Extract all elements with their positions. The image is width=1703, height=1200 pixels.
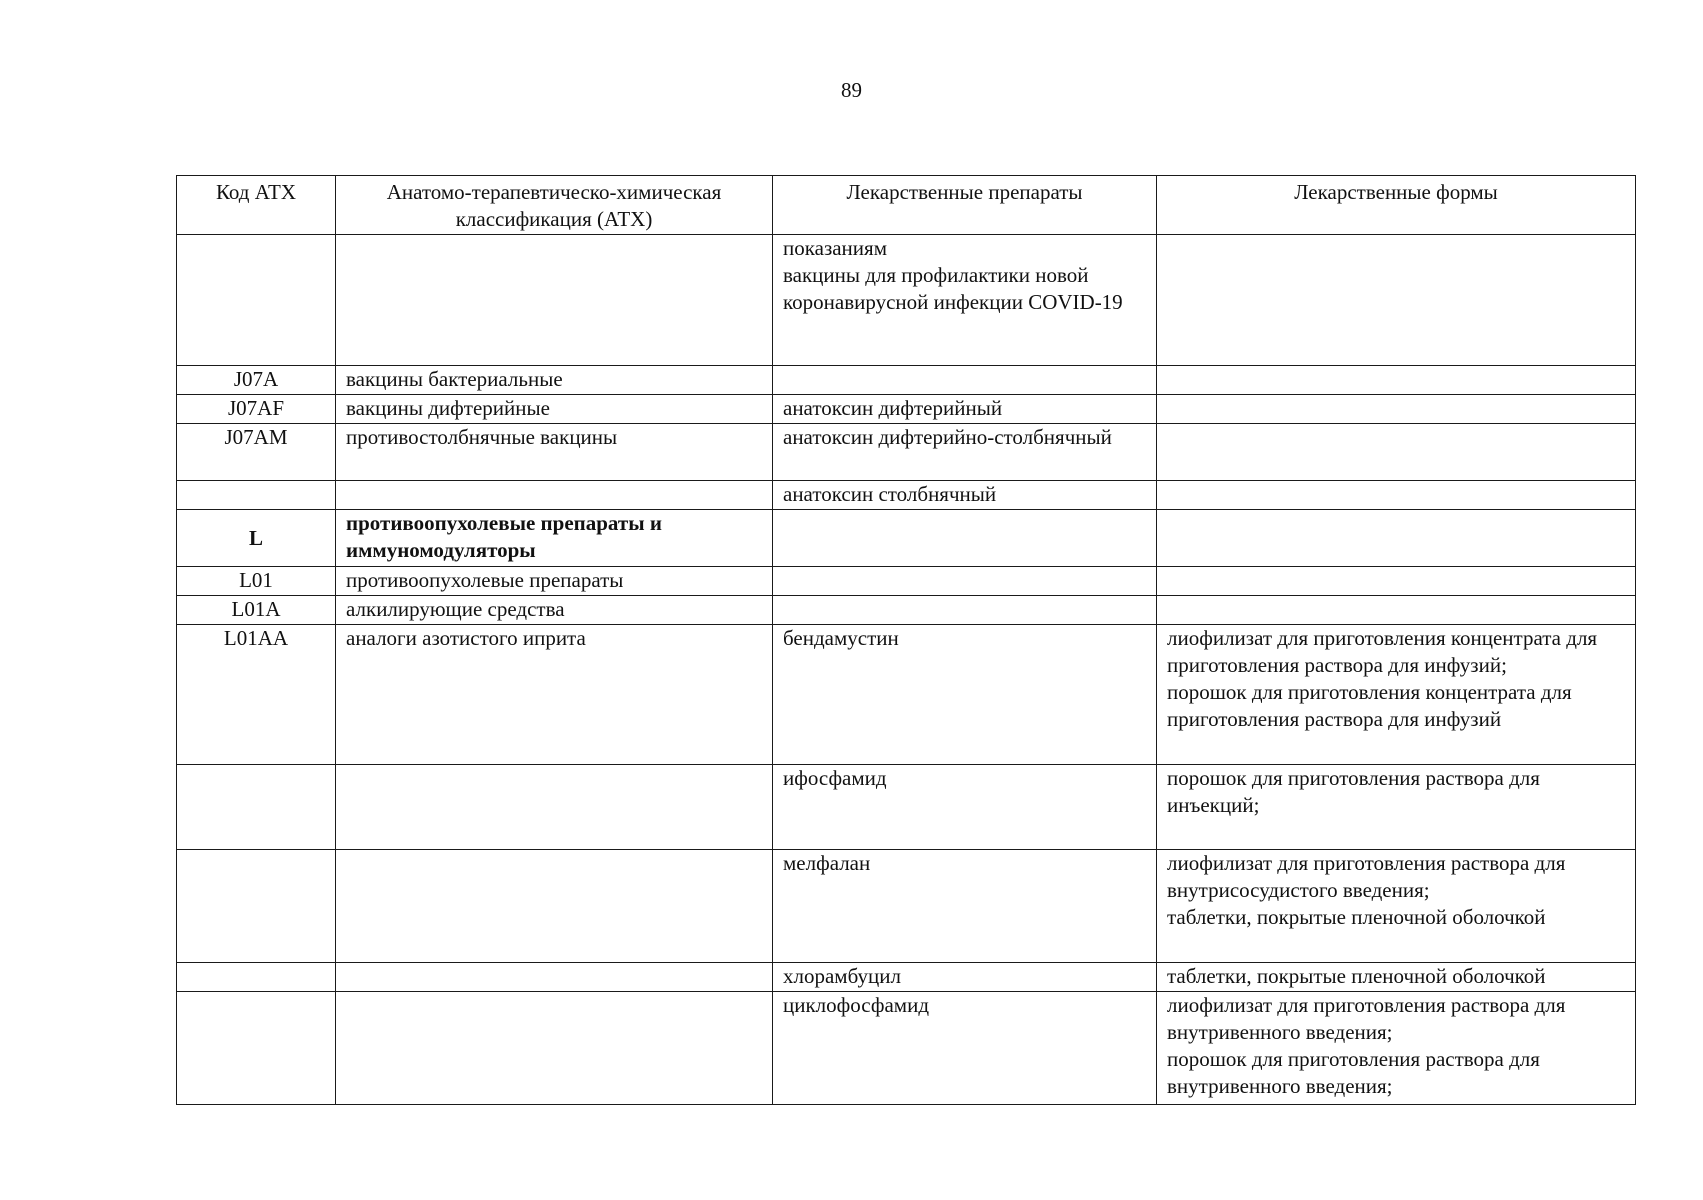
header-dosage-forms: Лекарственные формы bbox=[1157, 176, 1636, 235]
drug-cell bbox=[773, 850, 1157, 963]
drug-cell bbox=[773, 567, 1157, 596]
table-header-row bbox=[177, 176, 1636, 235]
dosage-form-cell bbox=[1157, 424, 1636, 481]
drug-cell bbox=[773, 992, 1157, 1105]
table-row bbox=[177, 765, 1636, 850]
dosage-form-cell bbox=[1157, 366, 1636, 395]
table-row bbox=[177, 235, 1636, 366]
drug-cell bbox=[773, 963, 1157, 992]
atx-classification-cell: противоопухолевые препараты bbox=[336, 567, 773, 596]
atx-classification-cell bbox=[336, 850, 773, 963]
atx-classification-cell bbox=[336, 992, 773, 1105]
dosage-form: таблетки, покрытые пленочной оболочкой bbox=[1167, 964, 1546, 988]
table-row bbox=[177, 510, 1636, 567]
table-row bbox=[177, 567, 1636, 596]
dosage-form-cell bbox=[1157, 567, 1636, 596]
atx-code-cell bbox=[177, 992, 336, 1105]
table-row bbox=[177, 850, 1636, 963]
atx-code-cell: J07A bbox=[177, 366, 336, 395]
table-row bbox=[177, 366, 1636, 395]
dosage-form-cell bbox=[1157, 596, 1636, 625]
drug-name: ифосфамид bbox=[783, 766, 887, 790]
dosage-form: порошок для приготовления раствора для внутривенного введения; bbox=[1167, 1047, 1540, 1098]
dosage-form-cell bbox=[1157, 625, 1636, 765]
table-row bbox=[177, 395, 1636, 424]
atx-classification-cell bbox=[336, 481, 773, 510]
header-atx-classification: Анатомо-терапевтическо-химическая классификация (АТХ) bbox=[336, 176, 773, 235]
drug-name: циклофосфамид bbox=[783, 993, 930, 1017]
drug-cell bbox=[773, 395, 1157, 424]
dosage-form: лиофилизат для приготовления раствора для внутрисосудистого введения; bbox=[1167, 851, 1566, 902]
atx-classification-cell bbox=[336, 963, 773, 992]
drug-name: анатоксин столбнячный bbox=[783, 482, 997, 506]
atx-classification-cell: противостолбнячные вакцины bbox=[336, 424, 773, 481]
table-row bbox=[177, 481, 1636, 510]
drug-cell bbox=[773, 596, 1157, 625]
dosage-form-cell bbox=[1157, 510, 1636, 567]
atx-classification-cell bbox=[336, 235, 773, 366]
atx-drug-table bbox=[176, 175, 1636, 1105]
atx-code-cell: L01A bbox=[177, 596, 336, 625]
dosage-form: порошок для приготовления концентрата для приготовления раствора для инфузий bbox=[1167, 680, 1572, 731]
header-drugs: Лекарственные препараты bbox=[773, 176, 1157, 235]
drug-cell bbox=[773, 366, 1157, 395]
drug-name: мелфалан bbox=[783, 851, 871, 875]
atx-code-cell: L bbox=[177, 510, 336, 567]
drug-name: вакцины для профилактики новой коронавирусной инфекции COVID-19 bbox=[783, 263, 1123, 314]
dosage-form: лиофилизат для приготовления раствора для внутривенного введения; bbox=[1167, 993, 1566, 1044]
table-row bbox=[177, 625, 1636, 765]
table-row bbox=[177, 963, 1636, 992]
atx-code-cell: J07AF bbox=[177, 395, 336, 424]
table-row bbox=[177, 424, 1636, 481]
table-row bbox=[177, 596, 1636, 625]
dosage-form-cell bbox=[1157, 850, 1636, 963]
atx-classification-cell: аналоги азотистого иприта bbox=[336, 625, 773, 765]
drug-name: бендамустин bbox=[783, 626, 899, 650]
dosage-form-cell bbox=[1157, 481, 1636, 510]
atx-code-cell: L01AA bbox=[177, 625, 336, 765]
drug-cell bbox=[773, 765, 1157, 850]
drug-name: хлорамбуцил bbox=[783, 964, 901, 988]
header-atx-code: Код АТХ bbox=[177, 176, 336, 235]
drug-cell bbox=[773, 424, 1157, 481]
dosage-form-cell bbox=[1157, 395, 1636, 424]
atx-classification-cell bbox=[336, 765, 773, 850]
atx-classification-cell: вакцины дифтерийные bbox=[336, 395, 773, 424]
atx-classification-cell: противоопухолевые препараты и иммуномодуляторы bbox=[336, 510, 773, 567]
atx-classification-cell: вакцины бактериальные bbox=[336, 366, 773, 395]
page-number: 89 bbox=[841, 78, 862, 102]
atx-code-cell bbox=[177, 481, 336, 510]
atx-code-cell bbox=[177, 963, 336, 992]
drug-cell bbox=[773, 625, 1157, 765]
dosage-form: лиофилизат для приготовления концентрата для приготовления раствора для инфузий; bbox=[1167, 626, 1598, 677]
atx-code-cell: J07AM bbox=[177, 424, 336, 481]
drug-name: анатоксин дифтерийно-столбнячный bbox=[783, 425, 1112, 449]
atx-code-cell: L01 bbox=[177, 567, 336, 596]
dosage-form: таблетки, покрытые пленочной оболочкой bbox=[1167, 905, 1546, 929]
atx-classification-cell: алкилирующие средства bbox=[336, 596, 773, 625]
dosage-form-cell bbox=[1157, 765, 1636, 850]
dosage-form-cell bbox=[1157, 235, 1636, 366]
atx-code-cell bbox=[177, 850, 336, 963]
drug-cell bbox=[773, 481, 1157, 510]
atx-code-cell bbox=[177, 765, 336, 850]
drug-name: показаниям bbox=[783, 236, 887, 260]
dosage-form: порошок для приготовления раствора для инъекций; bbox=[1167, 766, 1540, 817]
table-row bbox=[177, 992, 1636, 1105]
drug-cell bbox=[773, 510, 1157, 567]
dosage-form-cell bbox=[1157, 992, 1636, 1105]
atx-code-cell bbox=[177, 235, 336, 366]
dosage-form-cell bbox=[1157, 963, 1636, 992]
drug-cell bbox=[773, 235, 1157, 366]
drug-name: анатоксин дифтерийный bbox=[783, 396, 1003, 420]
